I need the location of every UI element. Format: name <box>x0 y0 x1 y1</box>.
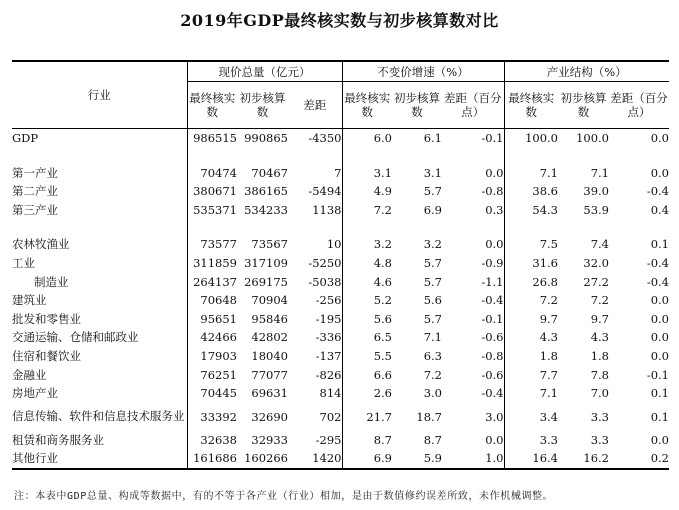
cell-value: -826 <box>315 367 342 382</box>
table-row <box>12 403 669 431</box>
cell-value: 6.5 <box>342 328 392 347</box>
spacer-cell <box>392 148 442 164</box>
cell-value: 95651 <box>187 310 237 329</box>
cell-value: 8.7 <box>342 431 392 450</box>
cell-value: 7.0 <box>590 386 609 401</box>
spacer-row <box>12 148 669 164</box>
cell-value: -1.1 <box>481 274 504 289</box>
cell-value: 5.9 <box>392 449 442 469</box>
spacer-cell <box>288 148 342 164</box>
spacer-cell <box>558 219 609 235</box>
table-row <box>12 182 669 201</box>
group-header-growth: 不变价增速（%） <box>342 61 504 82</box>
cell-value: 160266 <box>237 449 288 469</box>
spacer-cell <box>342 148 392 164</box>
col-header-prelim: 初步核算数 <box>558 82 609 129</box>
cell-value: 54.3 <box>504 201 558 220</box>
cell-value: 7.2 <box>342 201 392 220</box>
table-row <box>12 347 669 366</box>
cell-value: 7.8 <box>590 367 609 382</box>
cell-value: -0.8 <box>481 184 504 199</box>
cell-value: 53.9 <box>583 202 609 217</box>
cell-value: 7.1 <box>590 165 609 180</box>
cell-value: 0.0 <box>650 348 669 363</box>
col-header-prelim: 初步核算数 <box>237 82 288 129</box>
cell-value: -0.6 <box>481 330 504 345</box>
cell-value: 3.3 <box>590 409 609 424</box>
cell-value: 77077 <box>251 367 288 382</box>
cell-value: 18.7 <box>416 409 442 424</box>
cell-value: 32638 <box>187 431 237 450</box>
cell-value: 100.0 <box>576 131 609 145</box>
cell-value: 9.7 <box>590 311 609 326</box>
cell-value: 95846 <box>251 311 288 326</box>
spacer-cell <box>288 219 342 235</box>
cell-value: -0.9 <box>481 255 504 270</box>
cell-value: 814 <box>319 386 342 401</box>
spacer-cell <box>342 219 392 235</box>
cell-value: 1138 <box>312 202 342 217</box>
cell-value: 7 <box>334 165 342 180</box>
cell-value: 0.1 <box>650 237 669 252</box>
cell-value: 986515 <box>187 129 237 148</box>
cell-value: 21.7 <box>342 403 392 431</box>
cell-value: 3.2 <box>342 235 392 254</box>
cell-value: 5.6 <box>342 310 392 329</box>
spacer-cell <box>237 148 288 164</box>
row-label: 批发和零售业 <box>12 311 81 326</box>
cell-value: 70904 <box>251 293 288 308</box>
cell-value: 8.7 <box>423 432 442 447</box>
cell-value: 31.6 <box>504 254 558 273</box>
cell-value: 3.2 <box>423 237 442 252</box>
col-header-prelim: 初步核算数 <box>392 82 442 129</box>
cell-value: 4.9 <box>342 182 392 201</box>
cell-value: 6.9 <box>342 449 392 469</box>
cell-value: 386165 <box>244 184 288 199</box>
cell-value: -295 <box>315 432 342 447</box>
cell-value: 0.0 <box>650 293 669 308</box>
cell-value: 3.3 <box>590 432 609 447</box>
row-label: GDP <box>12 131 39 145</box>
cell-value: -137 <box>315 348 342 363</box>
cell-value: 3.1 <box>342 164 392 183</box>
table-row <box>12 291 669 310</box>
row-label: 农林牧渔业 <box>12 237 70 252</box>
cell-value: 0.1 <box>650 386 669 401</box>
cell-value: 990865 <box>244 131 288 145</box>
group-header-structure: 产业结构（%） <box>504 61 669 82</box>
cell-value: 4.8 <box>342 254 392 273</box>
cell-value: 73577 <box>187 235 237 254</box>
cell-value: 0.2 <box>609 449 669 469</box>
spacer-cell <box>609 148 669 164</box>
row-label: 租赁和商务服务业 <box>12 432 104 447</box>
cell-value: 5.6 <box>423 293 442 308</box>
cell-value: 76251 <box>187 366 237 385</box>
table-title: 2019年GDP最终核实数与初步核算数对比 <box>180 11 499 30</box>
table-row <box>12 201 669 220</box>
row-label: 第一产业 <box>12 165 58 180</box>
cell-value: 7.1 <box>504 384 558 403</box>
cell-value: 7.7 <box>504 366 558 385</box>
col-header-final: 最终核实数 <box>342 82 392 129</box>
cell-value: 6.1 <box>423 131 442 145</box>
cell-value: 4.6 <box>342 273 392 292</box>
row-label: 交通运输、仓储和邮政业 <box>12 330 139 345</box>
col-header-final: 最终核实数 <box>187 82 237 129</box>
cell-value: 5.5 <box>342 347 392 366</box>
row-label: 金融业 <box>12 367 47 382</box>
row-label: 第二产业 <box>12 184 58 199</box>
cell-value: 6.6 <box>342 366 392 385</box>
cell-value: 3.0 <box>423 386 442 401</box>
spacer-cell <box>504 219 558 235</box>
cell-value: 7.2 <box>423 367 442 382</box>
cell-value: 0.0 <box>650 311 669 326</box>
cell-value: 4.3 <box>504 328 558 347</box>
spacer-cell <box>442 219 504 235</box>
cell-value: 69631 <box>251 386 288 401</box>
cell-value: 5.7 <box>423 255 442 270</box>
cell-value: 7.2 <box>590 293 609 308</box>
table-row <box>12 366 669 385</box>
table-row <box>12 384 669 403</box>
cell-value: 70474 <box>187 164 237 183</box>
row-label: 工业 <box>12 255 35 270</box>
cell-value: 6.9 <box>423 202 442 217</box>
row-label: 信息传输、软件和信息技术服务业 <box>12 409 185 424</box>
cell-value: 10 <box>326 237 342 252</box>
row-label: 住宿和餐饮业 <box>12 348 81 363</box>
table-row <box>12 310 669 329</box>
cell-value: -0.4 <box>646 274 669 289</box>
cell-value: 380671 <box>187 182 237 201</box>
spacer-cell <box>237 219 288 235</box>
cell-value: 1.8 <box>504 347 558 366</box>
cell-value: 317109 <box>244 255 288 270</box>
cell-value: -0.1 <box>481 311 504 326</box>
footnote: 注：本表中GDP总量、构成等数据中，有的不等于各产业（行业）相加，是由于数值修约误差所致，未作机械调整。 <box>14 491 554 502</box>
cell-value: -4350 <box>308 131 342 145</box>
cell-value: 42466 <box>187 328 237 347</box>
cell-value: 42802 <box>251 330 288 345</box>
spacer-row <box>12 219 669 235</box>
cell-value: 0.0 <box>485 432 504 447</box>
cell-value: 7.4 <box>590 237 609 252</box>
row-label-header: 行业 <box>12 61 187 129</box>
table-row <box>12 129 669 148</box>
cell-value: 100.0 <box>504 129 558 148</box>
cell-value: -0.4 <box>646 255 669 270</box>
table-row <box>12 449 669 469</box>
cell-value: 16.4 <box>504 449 558 469</box>
cell-value: 0.4 <box>650 202 669 217</box>
cell-value: 0.0 <box>485 165 504 180</box>
cell-value: 16.2 <box>558 449 609 469</box>
cell-value: 1.0 <box>442 449 504 469</box>
cell-value: -5494 <box>308 184 342 199</box>
cell-value: 0.0 <box>650 165 669 180</box>
spacer-cell <box>12 219 187 235</box>
cell-value: -256 <box>315 293 342 308</box>
cell-value: 33392 <box>187 403 237 431</box>
col-header-diff: 差距 <box>288 82 342 129</box>
cell-value: 534233 <box>244 202 288 217</box>
table-row <box>12 254 669 273</box>
cell-value: 18040 <box>251 348 288 363</box>
cell-value: 5.7 <box>423 274 442 289</box>
row-label: 制造业 <box>34 274 69 289</box>
table-row <box>12 235 669 254</box>
cell-value: 0.3 <box>485 202 504 217</box>
spacer-cell <box>442 148 504 164</box>
table-row <box>12 273 669 292</box>
cell-value: 70648 <box>187 291 237 310</box>
cell-value: 27.2 <box>583 274 609 289</box>
table-row <box>12 431 669 450</box>
cell-value: 5.2 <box>342 291 392 310</box>
row-label: 房地产业 <box>12 386 58 401</box>
group-header-nominal: 现价总量（亿元） <box>187 61 342 82</box>
cell-value: 3.4 <box>504 403 558 431</box>
cell-value: -195 <box>315 311 342 326</box>
cell-value: -0.1 <box>481 131 504 145</box>
cell-value: -0.4 <box>646 184 669 199</box>
cell-value: 269175 <box>244 274 288 289</box>
cell-value: 3.3 <box>504 431 558 450</box>
cell-value: 7.2 <box>504 291 558 310</box>
col-header-final: 最终核实数 <box>504 82 558 129</box>
spacer-cell <box>392 219 442 235</box>
spacer-cell <box>504 148 558 164</box>
cell-value: 32.0 <box>583 255 609 270</box>
cell-value: -5250 <box>308 255 342 270</box>
cell-value: 6.3 <box>423 348 442 363</box>
spacer-cell <box>187 219 237 235</box>
cell-value: 70467 <box>251 165 288 180</box>
cell-value: 0.0 <box>650 432 669 447</box>
gdp-comparison-table <box>12 60 669 470</box>
cell-value: 32933 <box>251 432 288 447</box>
cell-value: -0.8 <box>481 348 504 363</box>
row-label: 其他行业 <box>12 449 187 469</box>
row-label: 建筑业 <box>12 293 47 308</box>
cell-value: 0.0 <box>650 330 669 345</box>
cell-value: 0.0 <box>650 131 669 145</box>
cell-value: 7.1 <box>423 330 442 345</box>
cell-value: -336 <box>315 330 342 345</box>
cell-value: 5.7 <box>423 184 442 199</box>
cell-value: 535371 <box>187 201 237 220</box>
cell-value: 38.6 <box>504 182 558 201</box>
cell-value: 3.1 <box>423 165 442 180</box>
cell-value: 161686 <box>187 449 237 469</box>
cell-value: 39.0 <box>583 184 609 199</box>
row-label: 第三产业 <box>12 202 58 217</box>
cell-value: 9.7 <box>504 310 558 329</box>
cell-value: 3.0 <box>485 409 504 424</box>
cell-value: -0.6 <box>481 367 504 382</box>
table-row <box>12 328 669 347</box>
cell-value: 26.8 <box>504 273 558 292</box>
col-header-diff-pp: 差距（百分点） <box>609 82 669 129</box>
cell-value: -5038 <box>308 274 342 289</box>
table-row <box>12 164 669 183</box>
cell-value: 17903 <box>187 347 237 366</box>
cell-value: 1420 <box>288 449 342 469</box>
cell-value: 6.0 <box>342 129 392 148</box>
spacer-cell <box>12 148 187 164</box>
cell-value: -0.4 <box>481 293 504 308</box>
cell-value: 0.1 <box>650 409 669 424</box>
cell-value: -0.4 <box>481 386 504 401</box>
cell-value: -0.1 <box>646 367 669 382</box>
cell-value: 5.7 <box>423 311 442 326</box>
cell-value: 264137 <box>187 273 237 292</box>
cell-value: 702 <box>319 409 342 424</box>
cell-value: 32690 <box>251 409 288 424</box>
cell-value: 0.0 <box>485 237 504 252</box>
cell-value: 311859 <box>187 254 237 273</box>
cell-value: 73567 <box>251 237 288 252</box>
cell-value: 7.5 <box>504 235 558 254</box>
spacer-cell <box>609 219 669 235</box>
cell-value: 2.6 <box>342 384 392 403</box>
spacer-cell <box>558 148 609 164</box>
col-header-diff-pp: 差距（百分点） <box>442 82 504 129</box>
cell-value: 7.1 <box>504 164 558 183</box>
cell-value: 70445 <box>187 384 237 403</box>
cell-value: 1.8 <box>590 348 609 363</box>
spacer-cell <box>187 148 237 164</box>
cell-value: 4.3 <box>590 330 609 345</box>
